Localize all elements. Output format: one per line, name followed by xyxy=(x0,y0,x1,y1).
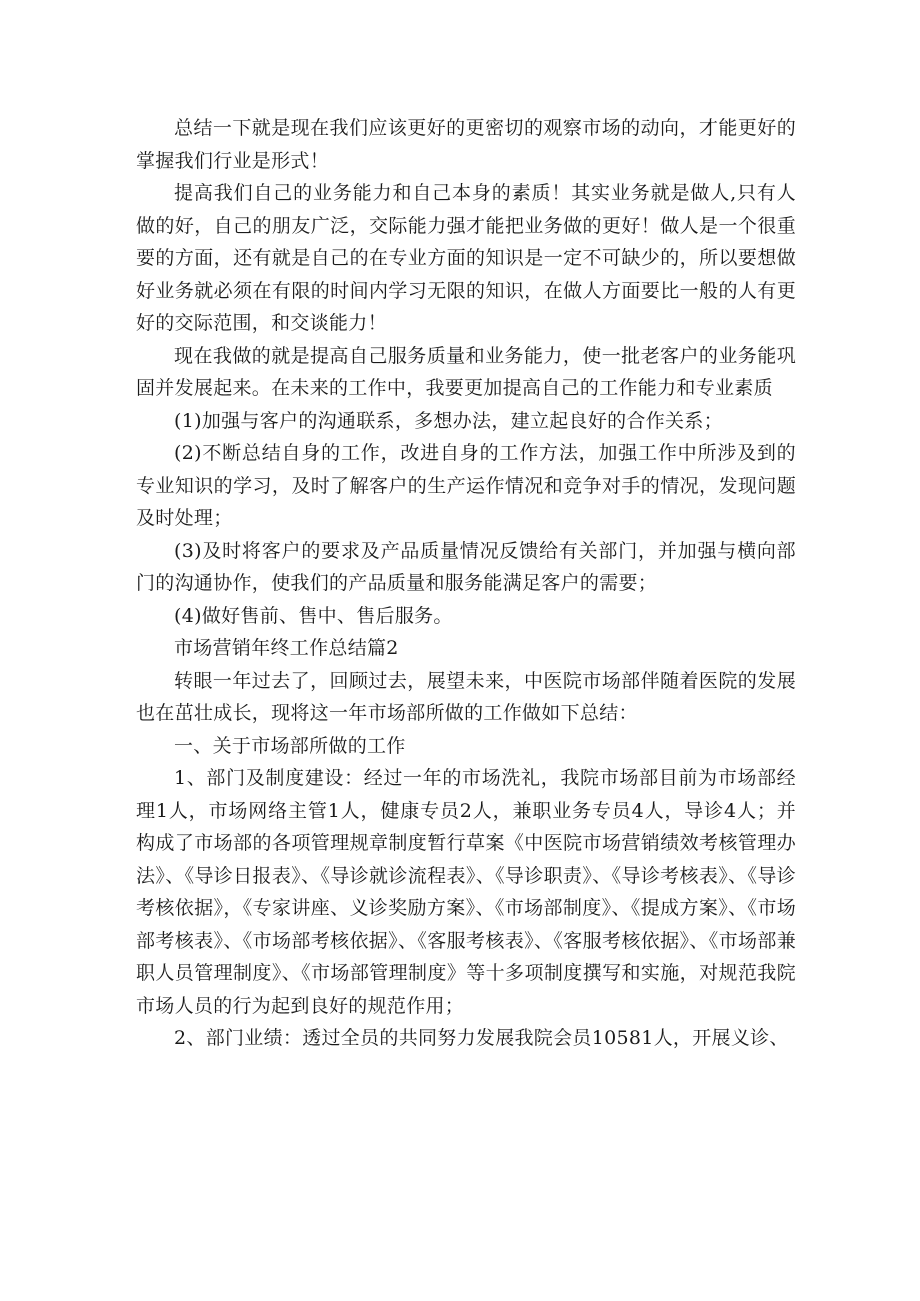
paragraph-department-system: 1、部门及制度建设：经过一年的市场洗礼，我院市场部目前为市场部经理1人，市场网络主管1人，健康专员2人，兼职业务专员4人，导诊4人；并构成了市场部的各项管理规章制度暂行草案《中医院市场营销绩效考核管理办法》、《导诊日报表》、《导诊就诊流程表》、《导诊职责》、《导诊考核表》、《导诊考核依据》，《专家讲座、义诊奖励方案》、《市场部制度》、《提成方案》、《市场部考核表》、《市场部考核依据》、《客服考核表》、《客服考核依据》、《市场部兼职人员管理制度》、《市场部管理制度》等十多项制度撰写和实施，对规范我院市场人员的行为起到良好的规范作用； xyxy=(136,767,796,1017)
list-item-4: (4)做好售前、售中、售后服务。 xyxy=(174,604,453,627)
subsection-heading: 一、关于市场部所做的工作 xyxy=(174,734,406,757)
paragraph-department-performance: 2、部门业绩：透过全员的共同努力发展我院会员10581人，开展义诊、 xyxy=(174,1027,789,1049)
list-item-3: (3)及时将客户的要求及产品质量情况反馈给有关部门，并加强与横向部门的沟通协作，使我们的产品质量和服务能满足客户的需要； xyxy=(136,539,796,594)
paragraph-current-work: 现在我做的就是提高自己服务质量和业务能力，使一批老客户的业务能巩固并发展起来。在未来的工作中，我要更加提高自己的工作能力和专业素质 xyxy=(136,344,796,399)
paragraph-summary: 总结一下就是现在我们应该更好的更密切的观察市场的动向，才能更好的掌握我们行业是形式！ xyxy=(136,117,796,172)
list-item-1: (1)加强与客户的沟通联系，多想办法，建立起良好的合作关系； xyxy=(174,409,723,432)
list-item-2: (2)不断总结自身的工作，改进自身的工作方法，加强工作中所涉及到的专业知识的学习，及时了解客户的生产运作情况和竞争对手的情况，发现问题及时处理； xyxy=(136,442,796,529)
paragraph-improve-ability: 提高我们自己的业务能力和自己本身的素质！其实业务就是做人,只有人做的好，自己的朋友广泛，交际能力强才能把业务做的更好！做人是一个很重要的方面，还有就是自己的在专业方面的知识是一定不可缺少的，所以要想做好业务就必须在有限的时间内学习无限的知识，在做人方面要比一般的人有更好的交际范围，和交谈能力！ xyxy=(136,182,796,334)
document-body xyxy=(136,112,796,1055)
section-title: 市场营销年终工作总结篇2 xyxy=(174,637,399,659)
paragraph-intro: 转眼一年过去了，回顾过去，展望未来，中医院市场部伴随着医院的发展也在茁壮成长，现将这一年市场部所做的工作做如下总结： xyxy=(136,669,796,724)
